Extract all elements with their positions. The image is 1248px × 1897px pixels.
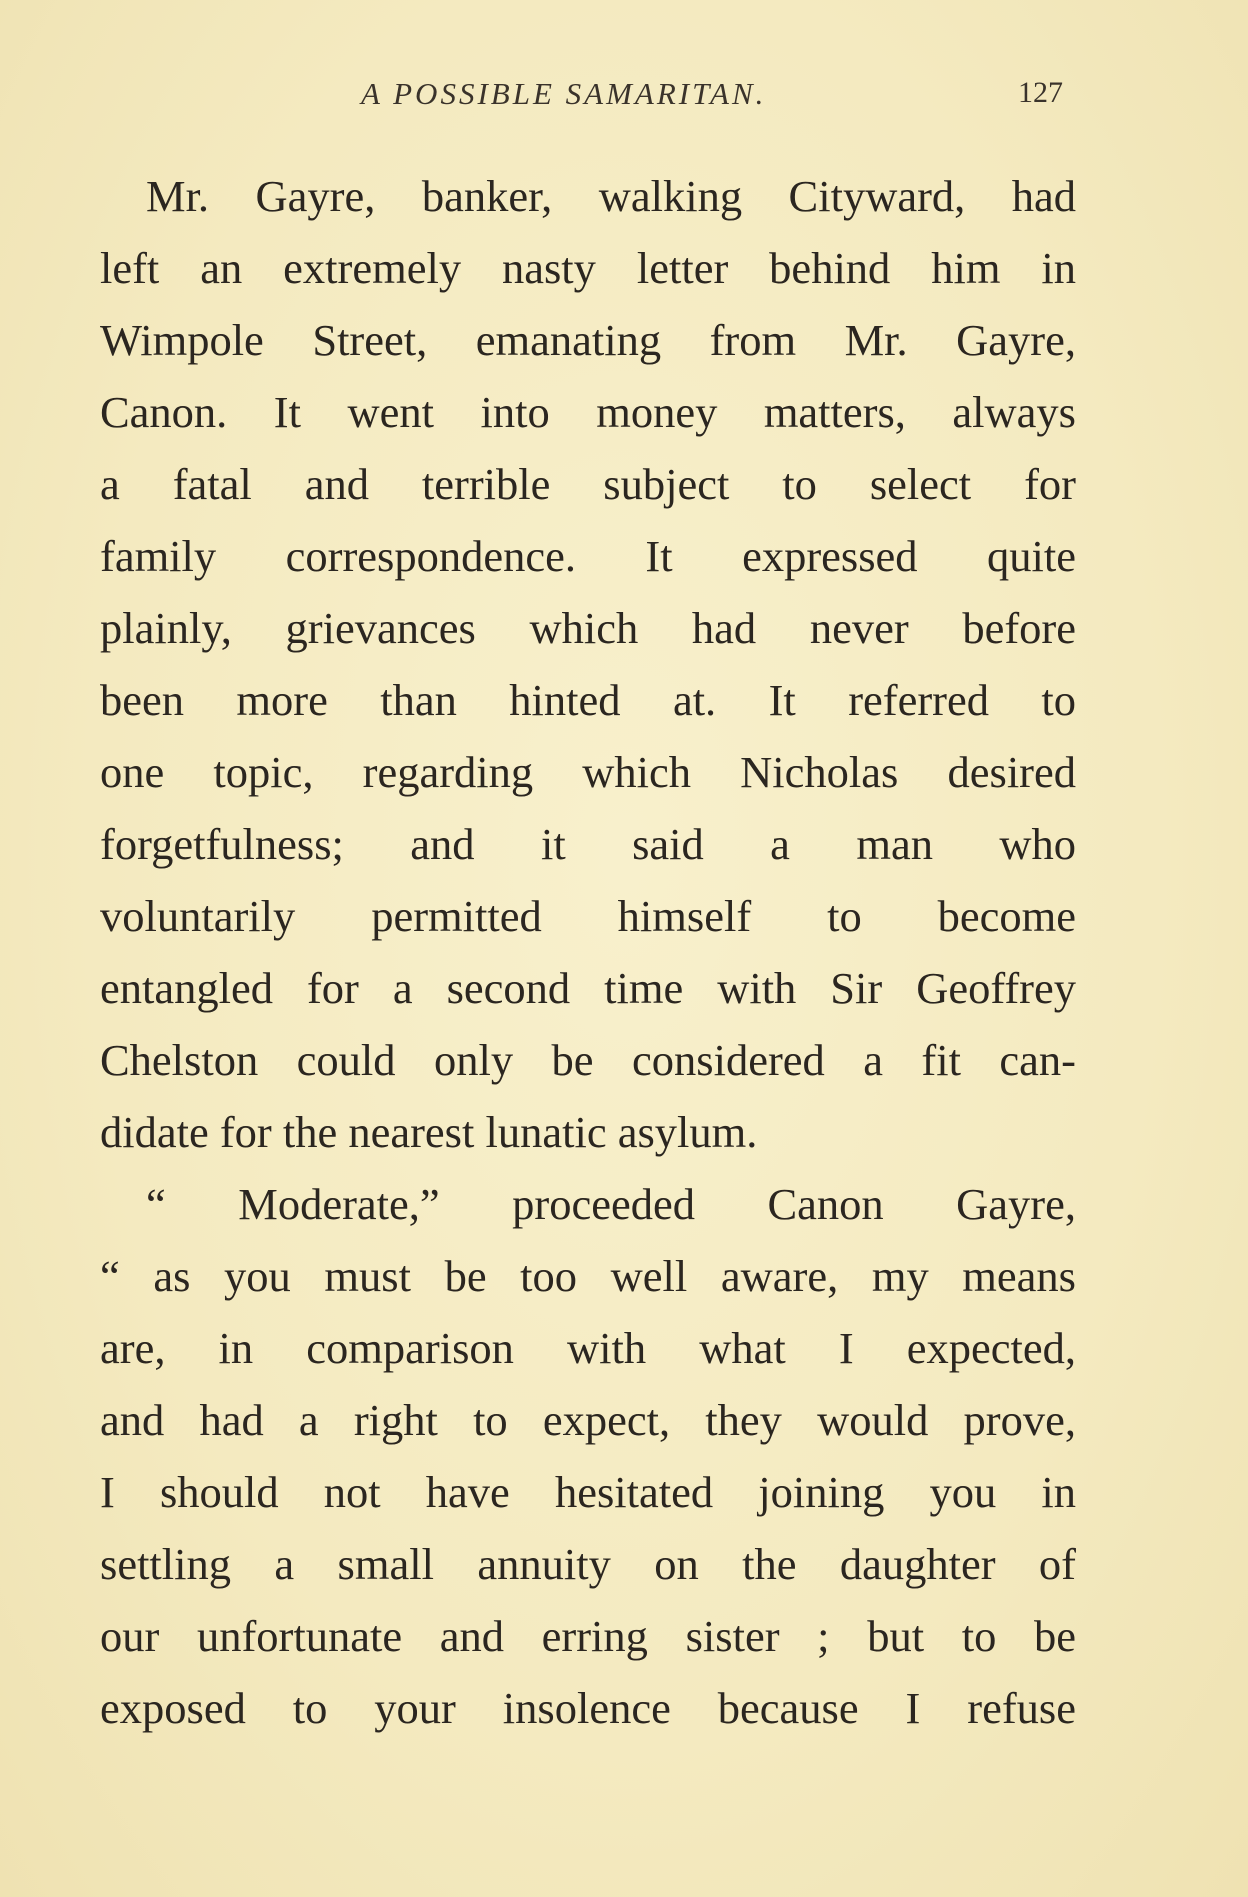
text-line: are, in comparison with what I expected, [100, 1323, 1076, 1373]
page-number: 127 [1018, 76, 1063, 109]
text-line: didate for the nearest lunatic asylum. [100, 1107, 758, 1157]
text-line: Wimpole Street, emanating from Mr. Gayre, [100, 315, 1076, 365]
text-line: Chelston could only be considered a fit can- [100, 1035, 1076, 1085]
text-line: “ Moderate,” proceeded Canon Gayre, [146, 1179, 1076, 1229]
running-title: A POSSIBLE SAMARITAN. [361, 76, 767, 111]
text-line: settling a small annuity on the daughter of [100, 1539, 1076, 1589]
text-line: one topic, regarding which Nicholas desired [100, 747, 1076, 797]
text-line: been more than hinted at. It referred to [100, 675, 1076, 725]
text-line: our unfortunate and erring sister ; but to be [100, 1611, 1076, 1661]
text-line: exposed to your insolence because I refuse [100, 1683, 1076, 1733]
text-line: forgetfulness; and it said a man who [100, 819, 1076, 869]
text-line: Canon. It went into money matters, always [100, 387, 1076, 437]
text-line: “ as you must be too well aware, my means [100, 1251, 1076, 1301]
text-line: entangled for a second time with Sir Geoffrey [100, 963, 1076, 1013]
running-head [0, 76, 1248, 126]
text-line: family correspondence. It expressed quite [100, 531, 1076, 581]
text-line: voluntarily permitted himself to become [100, 891, 1076, 941]
text-line: I should not have hesitated joining you in [100, 1467, 1076, 1517]
text-line: left an extremely nasty letter behind him in [100, 243, 1076, 293]
text-line: plainly, grievances which had never before [100, 603, 1076, 653]
text-line: Mr. Gayre, banker, walking Cityward, had [146, 171, 1076, 221]
text-line: and had a right to expect, they would prove, [100, 1395, 1076, 1445]
text-line: a fatal and terrible subject to select for [100, 459, 1076, 509]
